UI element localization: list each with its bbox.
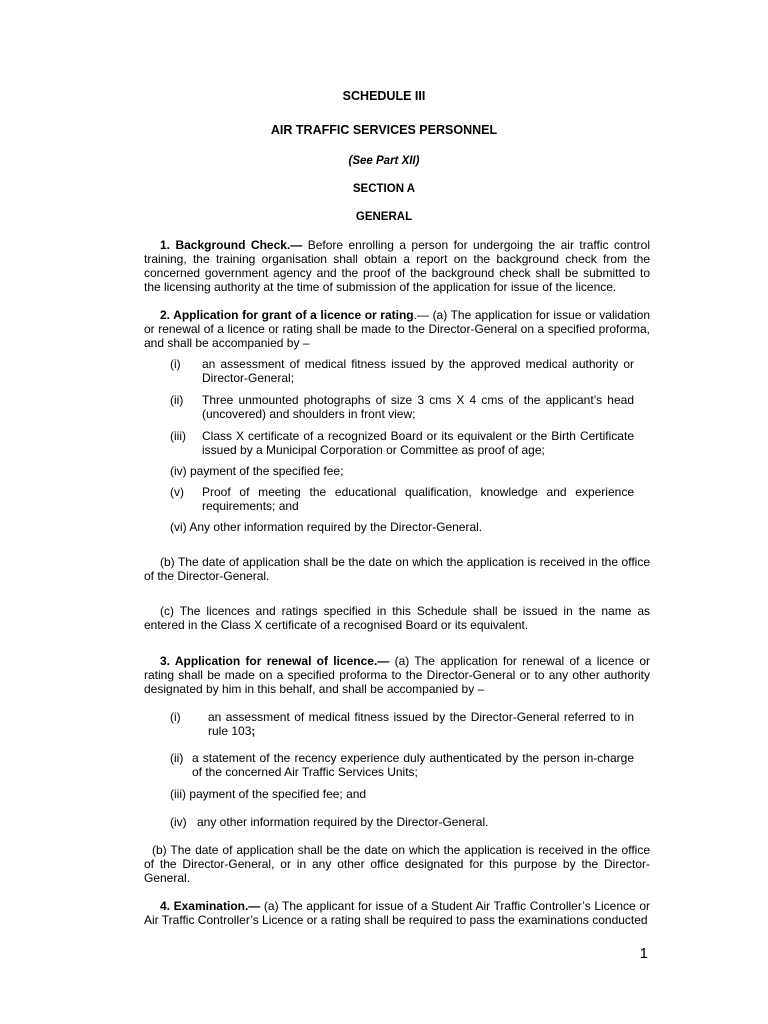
list-item xyxy=(170,751,634,779)
list-item-text xyxy=(170,710,634,738)
paragraph-text: Before enrolling a person for undergoing the air traffic control training, the training organisation shall obtain a report on the background check from the concerned government agency and the proof of the background check shall be submitted to the licensing authority at the time of submission of the application for issue of the licence. xyxy=(144,238,650,294)
list-item xyxy=(170,357,634,385)
list-item-text: any other information required by the Director-General. xyxy=(197,815,489,829)
list-item-text: (iv) payment of the specified fee; xyxy=(170,464,344,478)
general-heading: GENERAL xyxy=(355,211,413,223)
list-item xyxy=(170,520,634,534)
list-item-text: Proof of meeting the educational qualification, knowledge and experience requirements; and xyxy=(202,485,634,513)
paragraph-heading: 2. Application for grant of a licence or rating xyxy=(160,308,414,322)
list-item xyxy=(170,429,634,457)
list-item-number: (iii) xyxy=(170,429,186,443)
document-title: AIR TRAFFIC SERVICES PERSONNEL xyxy=(270,123,498,137)
list-item-number: (i) xyxy=(170,710,181,724)
list-item-number: (ii) xyxy=(170,393,184,407)
section-heading: SECTION A xyxy=(352,183,416,195)
paragraph-text: (a) The applicant for issue of a Student Air Traffic Controller’s Licence or Air Traffic Controller’s Licence or a rating shall be required to pass the examinations conducted xyxy=(144,899,650,927)
list-item-text: Class X certificate of a recognized Board or its equivalent or the Birth Certificate issued by a Municipal Corporation or Committee as proof of age; xyxy=(202,429,634,457)
paragraph-application-grant xyxy=(144,308,650,350)
list-item-number: (iv) xyxy=(170,815,187,829)
paragraph-2b: (b) The date of application shall be the date on which the application is received in the office of the Director-General. xyxy=(144,555,650,583)
list-item-text: (vi) Any other information required by the Director-General. xyxy=(170,520,483,534)
list-item xyxy=(170,464,634,478)
paragraph-renewal xyxy=(144,654,650,696)
page-number: 1 xyxy=(639,945,648,962)
schedule-heading: SCHEDULE III xyxy=(342,89,426,103)
list-item xyxy=(170,815,634,829)
paragraph-background-check xyxy=(144,238,650,294)
paragraph-text: .— (a) The application for issue or validation or renewal of a licence or rating shall be made to the Director-General on a specified proforma, and shall be accompanied by – xyxy=(144,308,650,350)
paragraph-examination xyxy=(144,899,650,927)
list-item-number: (v) xyxy=(170,485,184,499)
paragraph-2c: (c) The licences and ratings specified in this Schedule shall be issued in the name as entered in the Class X certificate of a recognised Board or its equivalent. xyxy=(144,604,650,632)
paragraph-heading: 1. Background Check.— xyxy=(160,238,303,252)
paragraph-heading: 4. Examination.— xyxy=(160,899,261,913)
list-item-number: (i) xyxy=(170,357,181,371)
list-item-text: Three unmounted photographs of size 3 cms X 4 cms of the applicant’s head (uncovered) and shoulders in front view; xyxy=(202,393,634,421)
list-item-number: (ii) xyxy=(170,751,184,765)
list-item xyxy=(170,393,634,421)
see-part-reference: (See Part XII) xyxy=(348,155,420,167)
list-item-text: a statement of the recency experience duly authenticated by the person in-charge of the concerned Air Traffic Services Units; xyxy=(192,751,634,779)
paragraph-heading: 3. Application for renewal of licence.— xyxy=(160,654,390,668)
list-item-text: an assessment of medical fitness issued by the approved medical authority or Director-General; xyxy=(202,357,634,385)
list-item-text: (iii) payment of the specified fee; and xyxy=(170,787,367,801)
list-item xyxy=(170,710,634,738)
paragraph-3b: (b) The date of application shall be the date on which the application is received in the office of the Director-General, or in any other office designated for this purpose by the Director-General. xyxy=(144,843,650,885)
list-item-suffix: ; xyxy=(251,724,256,738)
paragraph-text: (a) The application for renewal of a licence or rating shall be made on a specified proforma to the Director-General or to any other authority designated by him in this behalf, and shall be accompanied by – xyxy=(144,654,650,696)
list-item xyxy=(170,787,634,801)
list-item xyxy=(170,485,634,513)
list-item-body: an assessment of medical fitness issued by the Director-General referred to in rule 103 xyxy=(208,710,634,738)
